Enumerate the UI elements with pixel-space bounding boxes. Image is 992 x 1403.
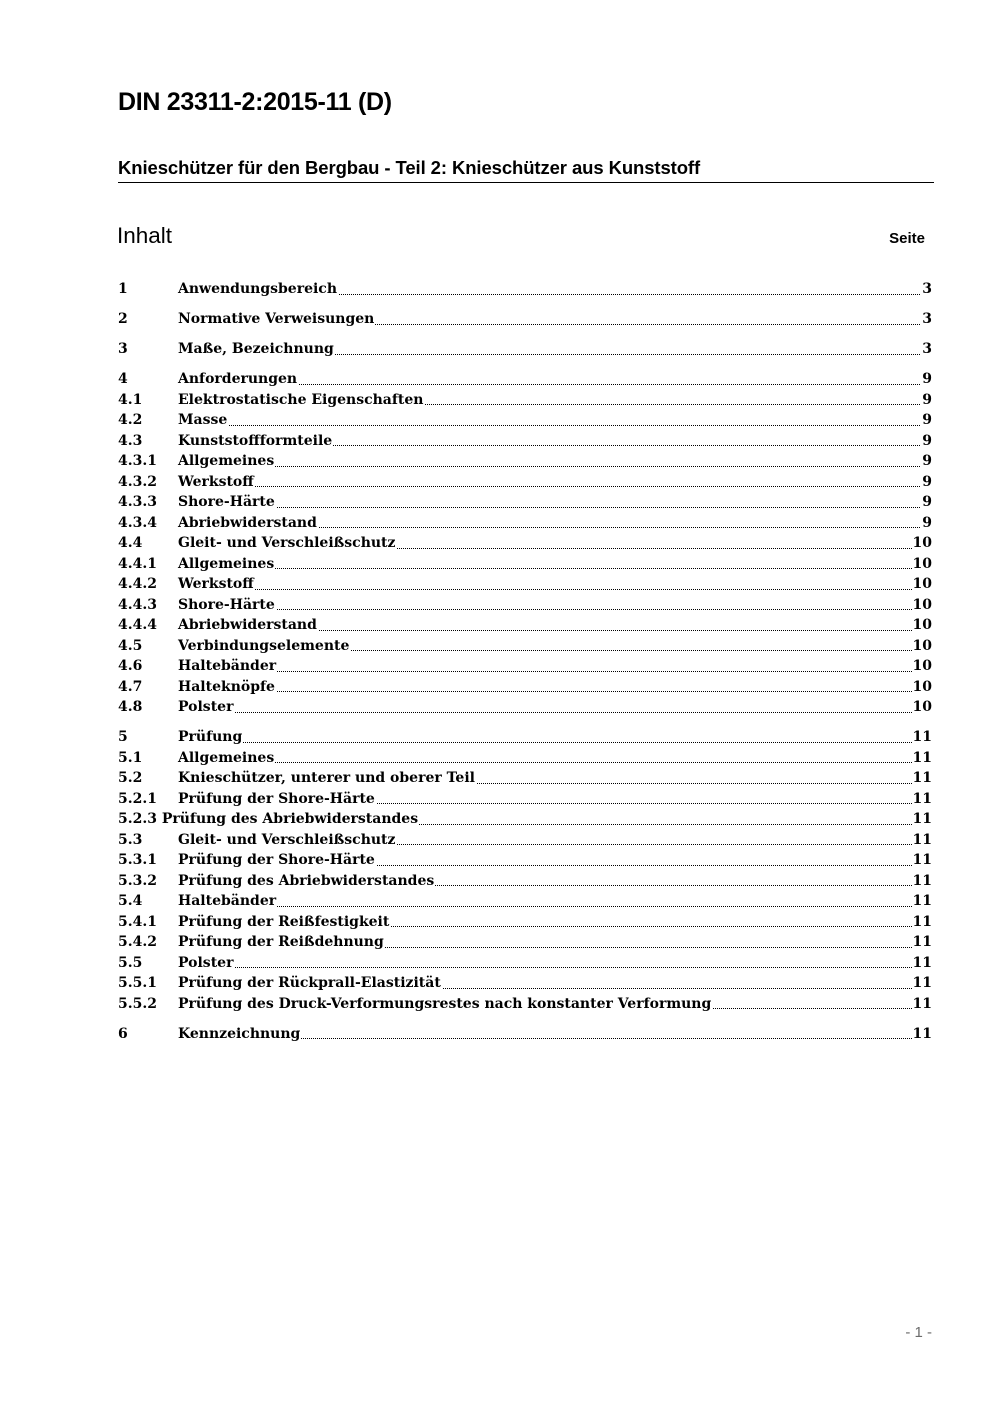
toc-entry-title: Knieschützer, unterer und oberer Teil: [178, 768, 476, 789]
toc-entry-title: Kennzeichnung: [178, 1024, 301, 1045]
toc-entry-title: Shore-Härte: [178, 595, 276, 616]
toc-entry-page: 11: [912, 789, 932, 810]
toc-entry-title: Gleit- und Verschleißschutz: [178, 830, 396, 851]
toc-entry[interactable]: [118, 1024, 932, 1045]
toc-entry-title: Prüfung des Abriebwiderstandes: [178, 871, 435, 892]
toc-entry[interactable]: [118, 451, 932, 472]
toc-dot-leader: [178, 486, 932, 487]
toc-entry-number: 3: [118, 339, 128, 360]
toc-entry[interactable]: [118, 656, 932, 677]
document-title: DIN 23311-2:2015-11 (D): [118, 88, 392, 116]
toc-entry-number: 5.2: [118, 768, 142, 789]
toc-entry[interactable]: [118, 748, 932, 769]
table-of-contents: [118, 279, 932, 1044]
toc-entry[interactable]: [118, 513, 932, 534]
toc-heading: Inhalt: [117, 223, 173, 248]
toc-entry[interactable]: [118, 309, 932, 330]
toc-entry-title: Anforderungen: [178, 369, 298, 390]
toc-entry-page: 10: [912, 533, 932, 554]
toc-entry-page: 11: [912, 850, 932, 871]
toc-dot-leader: [178, 671, 932, 672]
toc-entry-page: 11: [912, 891, 932, 912]
toc-entry[interactable]: [118, 973, 932, 994]
toc-dot-leader: [178, 568, 932, 569]
toc-entry-title: 5.2.3 Prüfung des Abriebwiderstandes: [118, 809, 419, 830]
toc-entry-page: 9: [921, 451, 932, 472]
toc-entry-number: 5.3.1: [118, 850, 157, 871]
toc-entry[interactable]: [118, 891, 932, 912]
toc-entry-title: Abriebwiderstand: [178, 615, 318, 636]
toc-entry-title: Werkstoff: [178, 574, 255, 595]
toc-entry-page: 11: [912, 994, 932, 1015]
toc-entry[interactable]: [118, 697, 932, 718]
toc-entry-page: 11: [912, 809, 932, 830]
toc-entry[interactable]: [118, 727, 932, 748]
toc-entry-title: Polster: [178, 953, 234, 974]
toc-entry-title: Verbindungselemente: [178, 636, 350, 657]
toc-entry-title: Shore-Härte: [178, 492, 276, 513]
toc-entry-title: Prüfung der Reißfestigkeit: [178, 912, 390, 933]
toc-entry[interactable]: [118, 615, 932, 636]
toc-entry-page: 9: [921, 472, 932, 493]
toc-entry-title: Werkstoff: [178, 472, 255, 493]
toc-entry[interactable]: [118, 595, 932, 616]
toc-entry-number: 4.4.2: [118, 574, 157, 595]
toc-entry-page: 11: [912, 748, 932, 769]
toc-entry-number: 4: [118, 369, 128, 390]
toc-entry-number: 5.4.2: [118, 932, 157, 953]
toc-entry[interactable]: [118, 953, 932, 974]
toc-entry[interactable]: [118, 932, 932, 953]
toc-entry-title: Normative Verweisungen: [178, 309, 375, 330]
toc-dot-leader: [178, 466, 932, 467]
toc-entry-number: 4.4.3: [118, 595, 157, 616]
toc-entry[interactable]: [118, 809, 932, 830]
toc-entry[interactable]: [118, 492, 932, 513]
toc-entry-page: 10: [912, 636, 932, 657]
toc-entry[interactable]: [118, 390, 932, 411]
toc-entry-page: 3: [921, 339, 932, 360]
toc-entry-title: Prüfung des Druck-Verformungsrestes nach konstanter Verformung: [178, 994, 712, 1015]
toc-entry-number: 4.3.3: [118, 492, 157, 513]
toc-entry[interactable]: [118, 554, 932, 575]
toc-entry-number: 4.7: [118, 677, 142, 698]
toc-entry-page: 10: [912, 697, 932, 718]
toc-entry-title: Polster: [178, 697, 234, 718]
toc-entry-page: 10: [912, 554, 932, 575]
toc-entry-page: 9: [921, 492, 932, 513]
toc-entry-page: 11: [912, 871, 932, 892]
toc-entry-number: 4.4: [118, 533, 142, 554]
toc-entry[interactable]: [118, 850, 932, 871]
toc-entry-page: 10: [912, 615, 932, 636]
toc-entry-title: Prüfung der Reißdehnung: [178, 932, 385, 953]
toc-entry[interactable]: [118, 369, 932, 390]
toc-entry-number: 4.8: [118, 697, 142, 718]
toc-entry[interactable]: [118, 789, 932, 810]
toc-entry[interactable]: [118, 279, 932, 300]
toc-entry-page: 11: [912, 953, 932, 974]
toc-dot-leader: [178, 609, 932, 610]
toc-entry-title: Allgemeines: [178, 451, 275, 472]
toc-entry-page: 9: [921, 390, 932, 411]
toc-entry-number: 4.4.1: [118, 554, 157, 575]
toc-entry-page: 10: [912, 595, 932, 616]
toc-entry-page: 10: [912, 656, 932, 677]
toc-entry-title: Maße, Bezeichnung: [178, 339, 335, 360]
toc-entry[interactable]: [118, 533, 932, 554]
toc-entry-title: Halteknöpfe: [178, 677, 276, 698]
toc-entry-title: Abriebwiderstand: [178, 513, 318, 534]
toc-entry-page: 11: [912, 932, 932, 953]
toc-entry-page: 9: [921, 369, 932, 390]
toc-entry[interactable]: [118, 472, 932, 493]
toc-entry[interactable]: [118, 431, 932, 452]
toc-entry-page: 9: [921, 410, 932, 431]
toc-entry-number: 5.3: [118, 830, 142, 851]
toc-dot-leader: [178, 691, 932, 692]
toc-entry-number: 5.3.2: [118, 871, 157, 892]
toc-entry-number: 6: [118, 1024, 128, 1045]
toc-entry-number: 4.1: [118, 390, 142, 411]
toc-entry[interactable]: [118, 677, 932, 698]
toc-entry-page: 11: [912, 1024, 932, 1045]
toc-dot-leader: [178, 507, 932, 508]
toc-entry[interactable]: [118, 410, 932, 431]
toc-dot-leader: [178, 906, 932, 907]
toc-entry-number: 4.4.4: [118, 615, 157, 636]
toc-dot-leader: [178, 425, 932, 426]
toc-entry-page: 3: [921, 309, 932, 330]
toc-entry-number: 5.5.1: [118, 973, 157, 994]
toc-dot-leader: [178, 712, 932, 713]
toc-dot-leader: [178, 762, 932, 763]
toc-entry[interactable]: [118, 994, 932, 1015]
toc-entry-page: 10: [912, 677, 932, 698]
toc-entry-number: 4.2: [118, 410, 142, 431]
toc-entry-number: 2: [118, 309, 128, 330]
toc-entry-title: Haltebänder: [178, 656, 277, 677]
toc-entry-number: 5.5.2: [118, 994, 157, 1015]
toc-entry-number: 4.3: [118, 431, 142, 452]
toc-entry-title: Allgemeines: [178, 748, 275, 769]
toc-entry-title: Prüfung: [178, 727, 243, 748]
toc-entry-page: 11: [912, 973, 932, 994]
toc-entry[interactable]: [118, 636, 932, 657]
toc-entry[interactable]: [118, 768, 932, 789]
toc-entry-number: 5.4.1: [118, 912, 157, 933]
toc-entry-page: 9: [921, 431, 932, 452]
page-number: - 1 -: [905, 1324, 932, 1341]
toc-dot-leader: [178, 589, 932, 590]
toc-entry-title: Allgemeines: [178, 554, 275, 575]
toc-entry-title: Haltebänder: [178, 891, 277, 912]
toc-entry-page: 3: [921, 279, 932, 300]
toc-entry-number: 1: [118, 279, 128, 300]
toc-entry-title: Elektrostatische Eigenschaften: [178, 390, 424, 411]
toc-entry-page: 11: [912, 830, 932, 851]
toc-entry-number: 5.1: [118, 748, 142, 769]
toc-entry-title: Masse: [178, 410, 228, 431]
document-subtitle: Knieschützer für den Bergbau - Teil 2: Knieschützer aus Kunststoff: [118, 157, 934, 183]
toc-entry[interactable]: [118, 912, 932, 933]
toc-entry-number: 5.2.1: [118, 789, 157, 810]
toc-entry-title: Prüfung der Shore-Härte: [178, 850, 376, 871]
toc-entry-number: 4.5: [118, 636, 142, 657]
toc-entry-page: 11: [912, 768, 932, 789]
toc-entry[interactable]: [118, 871, 932, 892]
toc-entry-number: 5.5: [118, 953, 142, 974]
toc-entry[interactable]: [118, 574, 932, 595]
toc-entry-number: 4.3.4: [118, 513, 157, 534]
toc-dot-leader: [178, 967, 932, 968]
toc-entry-page: 10: [912, 574, 932, 595]
toc-entry-number: 5: [118, 727, 128, 748]
toc-entry-page: 11: [912, 912, 932, 933]
toc-entry-title: Gleit- und Verschleißschutz: [178, 533, 396, 554]
toc-page-column-label: Seite: [889, 230, 925, 247]
toc-entry[interactable]: [118, 830, 932, 851]
toc-entry-title: Kunststoffformteile: [178, 431, 333, 452]
toc-entry-number: 4.6: [118, 656, 142, 677]
toc-entry-title: Anwendungsbereich: [178, 279, 338, 300]
toc-entry-page: 11: [912, 727, 932, 748]
toc-entry-title: Prüfung der Rückprall-Elastizität: [178, 973, 442, 994]
toc-entry-page: 9: [921, 513, 932, 534]
toc-entry-number: 4.3.2: [118, 472, 157, 493]
toc-entry[interactable]: [118, 339, 932, 360]
toc-entry-number: 4.3.1: [118, 451, 157, 472]
toc-entry-number: 5.4: [118, 891, 142, 912]
toc-dot-leader: [178, 742, 932, 743]
toc-entry-title: Prüfung der Shore-Härte: [178, 789, 376, 810]
